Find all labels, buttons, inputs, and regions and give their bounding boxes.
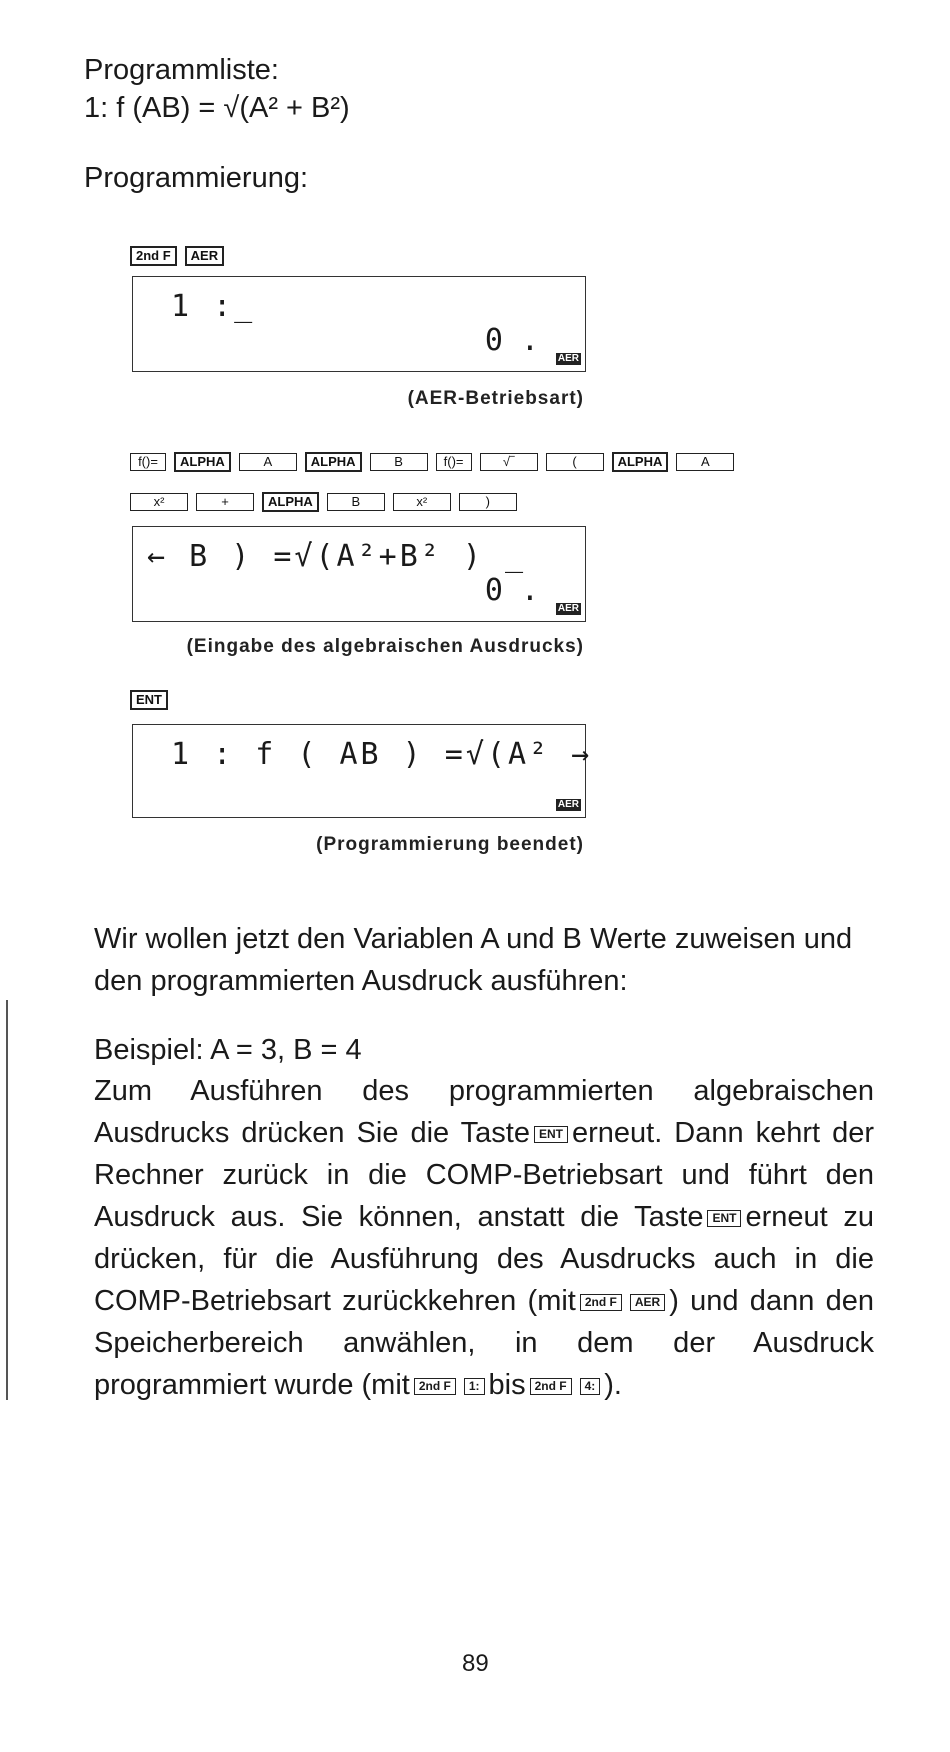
- margin-rule: [6, 1000, 8, 1400]
- key-alpha: ALPHA: [174, 452, 231, 472]
- caption-done: (Programmierung beendet): [316, 834, 584, 855]
- key-a: A: [676, 453, 734, 471]
- inline-key-2ndf: 2nd F: [414, 1378, 456, 1395]
- inline-key-ent: ENT: [707, 1210, 741, 1227]
- inline-key-aer: AER: [630, 1294, 665, 1311]
- key-aer: AER: [185, 246, 224, 266]
- inline-key-1: 1:: [464, 1378, 485, 1395]
- step2-key-row-2: [130, 492, 525, 512]
- page-number: 89: [462, 1650, 489, 1677]
- key-fn: f()=: [436, 453, 472, 471]
- key-alpha: ALPHA: [305, 452, 362, 472]
- key-a: A: [239, 453, 297, 471]
- key-alpha: ALPHA: [612, 452, 669, 472]
- lcd-line: ← B ) =√(A²+B² ) _: [147, 539, 527, 574]
- key-x-squared: x²: [130, 493, 188, 511]
- inline-key-4: 4:: [580, 1378, 601, 1395]
- formula-line: 1: f (AB) = √(A² + B²): [84, 92, 350, 124]
- key-b: B: [370, 453, 428, 471]
- aer-indicator: AER: [557, 353, 579, 364]
- key-alpha: ALPHA: [262, 492, 319, 512]
- example-line: Beispiel: A = 3, B = 4: [94, 1034, 362, 1066]
- inline-key-ent: ENT: [534, 1126, 568, 1143]
- key-close-paren: ): [459, 493, 517, 511]
- step2-key-row-1: [130, 452, 742, 472]
- aer-indicator: AER: [557, 799, 579, 810]
- key-b: B: [327, 493, 385, 511]
- step3-key-row: [130, 690, 176, 710]
- programming-heading: Programmierung:: [84, 162, 309, 194]
- instruction-paragraph: Zum Ausführen des programmierten algebraischen Ausdrucks drücken Sie die Taste ENT erneut. Dann kehrt der Rechner zurück in die COMP-Betriebsart und führt den Ausdruck aus. Sie können, anstatt die Taste ENT erneut zu drücken, für die Ausführung des Ausdrucks auch in die COMP-Betriebsart zurückkehren (mit 2nd F AER ) und dann den Speicherbereich anwählen, in dem der Ausdruck programmiert wurde (mit 2nd F 1: bis 2nd F 4: ).: [94, 1075, 874, 1401]
- inline-key-2ndf: 2nd F: [580, 1294, 622, 1311]
- lcd-display-1: [132, 276, 586, 372]
- lcd-value: 0 .: [484, 323, 539, 358]
- key-plus: +: [196, 493, 254, 511]
- aer-indicator: AER: [557, 603, 579, 614]
- key-fn: f()=: [130, 453, 166, 471]
- key-x-squared: x²: [393, 493, 451, 511]
- key-ent: ENT: [130, 690, 168, 710]
- intro-paragraph: Wir wollen jetzt den Variablen A und B Werte zuweisen und den programmierten Ausdruck ausführen:: [94, 923, 853, 997]
- key-2ndf: 2nd F: [130, 246, 177, 266]
- key-sqrt: √‾: [480, 453, 538, 471]
- inline-key-2ndf: 2nd F: [530, 1378, 572, 1395]
- key-open-paren: (: [546, 453, 604, 471]
- caption-input: (Eingabe des algebraischen Ausdrucks): [186, 636, 584, 657]
- lcd-display-3: [132, 724, 593, 818]
- program-list-heading: Programmliste:: [84, 54, 279, 86]
- caption-aer-mode: (AER-Betriebsart): [407, 388, 584, 409]
- lcd-display-2: [132, 526, 586, 622]
- lcd-line: 1 :_: [171, 289, 256, 324]
- lcd-value: 0 .: [484, 573, 539, 608]
- step1-key-row: [130, 246, 232, 266]
- lcd-line: 1 : f ( AB ) =√(A² →: [171, 737, 593, 772]
